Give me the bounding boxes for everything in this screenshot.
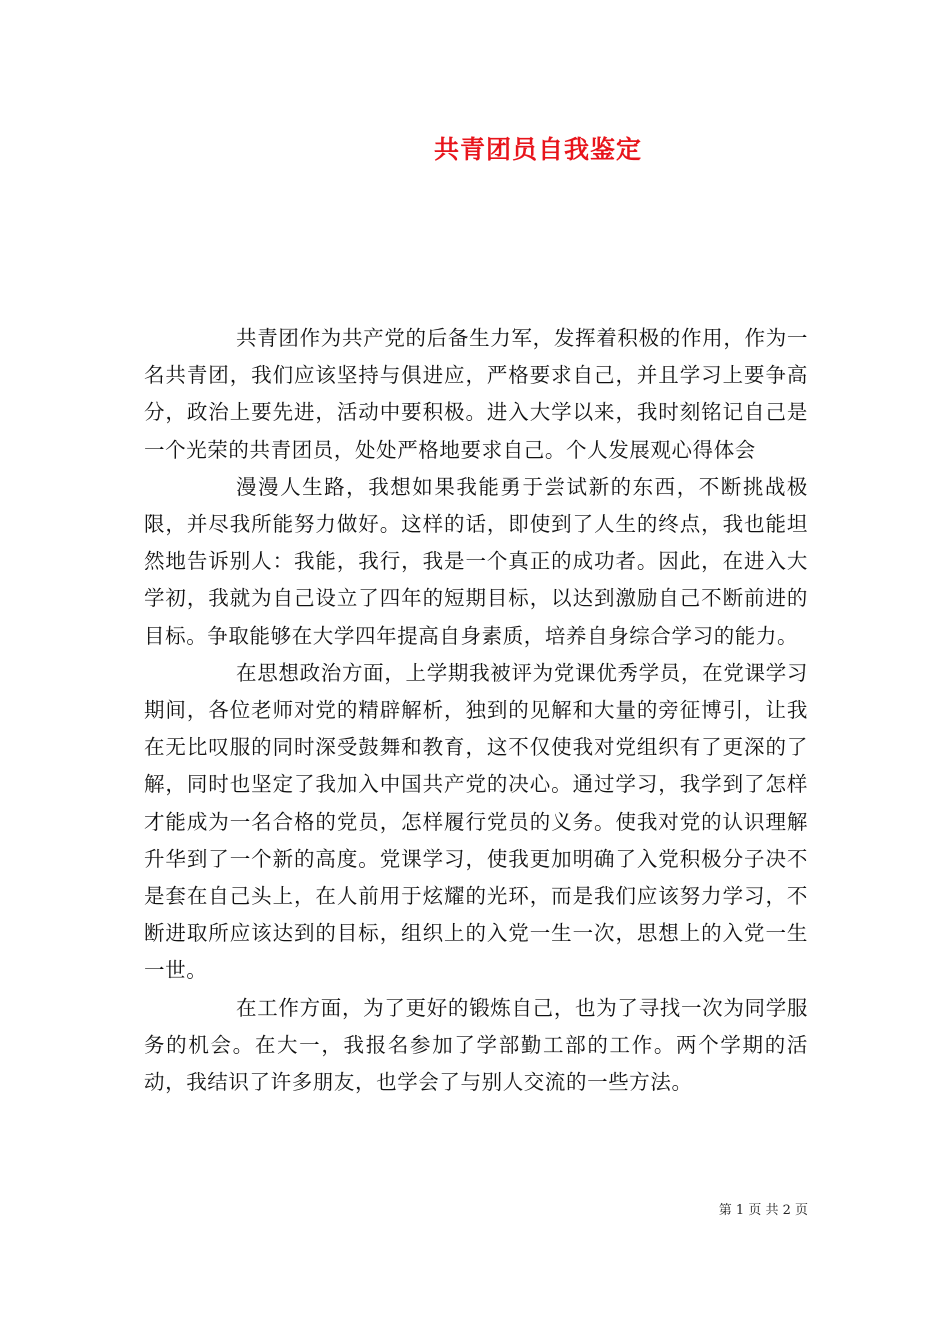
- document-title: 共青团员自我鉴定: [433, 135, 642, 164]
- document-body: [144, 320, 808, 1101]
- paragraph-4: 在工作方面，为了更好的锻炼自己，也为了寻找一次为同学服务的机会。在大一，我报名参加了学部勤工部的工作。两个学期的活动，我结识了许多朋友，也学会了与别人交流的一些方法。: [144, 995, 808, 1095]
- paragraph-2: 漫漫人生路，我想如果我能勇于尝试新的东西，不断挑战极限，并尽我所能努力做好。这样的话，即使到了人生的终点，我也能坦然地告诉别人：我能，我行，我是一个真正的成功者。因此，在进入大学初，我就为自己设立了四年的短期目标，以达到激励自己不断前进的目标。争取能够在大学四年提高自身素质，培养自身综合学习的能力。: [144, 474, 808, 648]
- paragraph-3: 在思想政治方面，上学期我被评为党课优秀学员，在党课学习期间，各位老师对党的精辟解析，独到的见解和大量的旁征博引，让我在无比叹服的同时深受鼓舞和教育，这不仅使我对党组织有了更深的了解，同时也坚定了我加入中国共产党的决心。通过学习，我学到了怎样才能成为一名合格的党员，怎样履行党员的义务。使我对党的认识理解升华到了一个新的高度。党课学习，使我更加明确了入党积极分子决不是套在自己头上，在人前用于炫耀的光环，而是我们应该努力学习，不断进取所应该达到的目标，组织上的入党一生一次，思想上的入党一生一世。: [144, 660, 808, 983]
- paragraph-1: 共青团作为共产党的后备生力军，发挥着积极的作用，作为一名共青团，我们应该坚持与俱进应，严格要求自己，并且学习上要争高分，政治上要先进，活动中要积极。进入大学以来，我时刻铭记自己是一个光荣的共青团员，处处严格地要求自己。个人发展观心得体会: [144, 326, 808, 462]
- page-number-footer: 第 1 页 共 2 页: [718, 1203, 808, 1218]
